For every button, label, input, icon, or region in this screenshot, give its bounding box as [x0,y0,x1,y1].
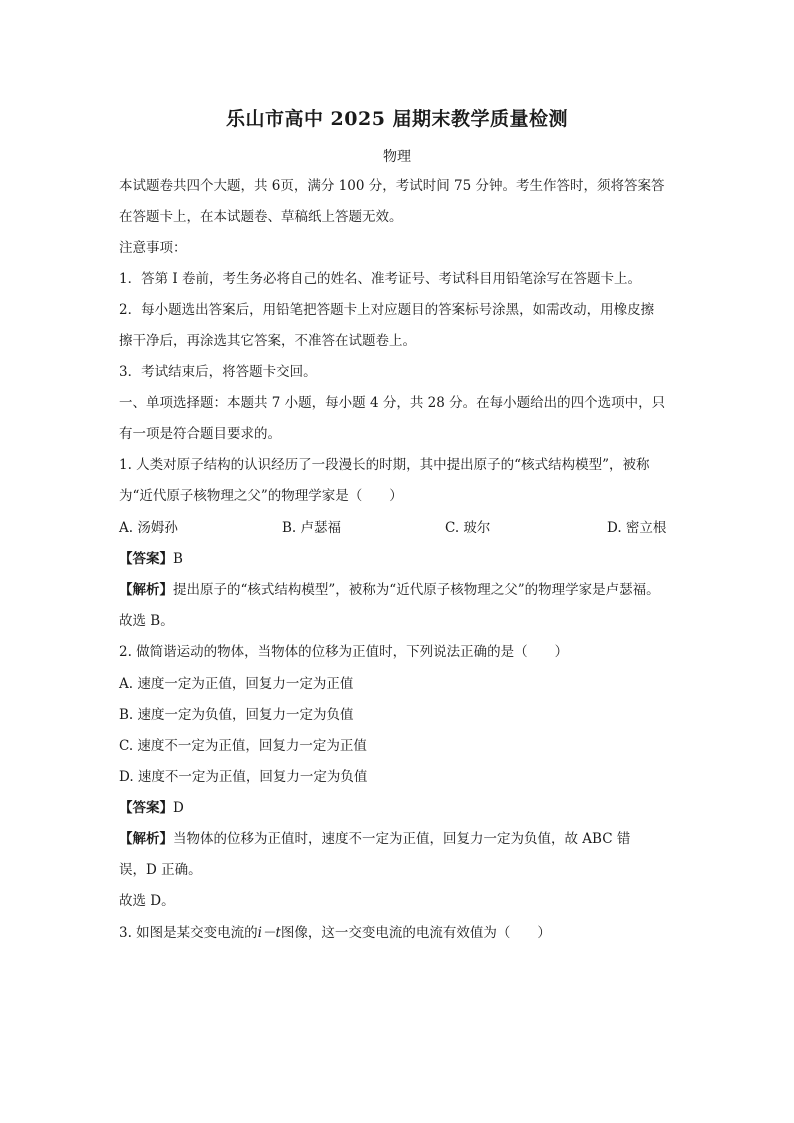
q3-stem-after: 图像，这一交变电流的电流有效值为（ ） [280,925,551,941]
q2-answer-value: D [173,800,184,816]
intro-line-1: 本试题卷共四个大题，共 6页，满分 100 分，考试时间 75 分钟。考生作答时，须将答案答 [119,178,665,194]
note-2-cont: 擦干净后，再涂选其它答案，不准答在试题卷上。 [119,333,416,349]
q1-stem-line-2: 为“近代原子核物理之父”的物理学家是（ ） [119,488,403,504]
q2-analysis-label: 【解析】 [119,831,173,847]
q1-option-c: C. 玻尔 [445,520,491,536]
q1-analysis [119,581,660,599]
q2-answer-label: 【答案】 [119,800,173,816]
q1-stem-line-1: 1. 人类对原子结构的认识经历了一段漫长的时期，其中提出原子的“核式结构模型”，被称 [119,457,650,473]
q2-answer [119,799,184,817]
note-2: 2．每小题选出答案后，用铅笔把答题卡上对应题目的答案标号涂黑，如需改动，用橡皮擦 [119,302,655,318]
q1-option-d: D. 密立根 [607,520,667,536]
q2-option-a: A. 速度一定为正值，回复力一定为正值 [119,676,354,692]
page-title: 乐山市高中 2025 届期末教学质量检测 [225,108,569,130]
q2-analysis-text: 当物体的位移为正值时，速度不一定为正值，回复力一定为负值，故 ABC 错 [173,831,631,847]
section1-heading-cont: 有一项是符合题目要求的。 [119,426,281,442]
note-3: 3．考试结束后，将答题卡交回。 [119,364,317,380]
notes-heading: 注意事项： [119,240,187,256]
q1-answer [119,550,183,568]
q2-option-b: B. 速度一定为负值，回复力一定为负值 [119,707,354,723]
q2-option-d: D. 速度不一定为正值，回复力一定为负值 [119,769,368,785]
q1-answer-value: B [173,551,183,567]
intro-line-2: 在答题卡上，在本试题卷、草稿纸上答题无效。 [119,209,403,225]
q2-option-c: C. 速度不一定为正值，回复力一定为正值 [119,738,367,754]
q2-analysis [119,830,630,848]
q1-analysis-label: 【解析】 [119,582,173,598]
q1-answer-label: 【答案】 [119,551,173,567]
q1-option-b: B. 卢瑟福 [282,520,342,536]
q2-analysis-cont: 误，D 正确。 [119,862,202,878]
q1-conclusion: 故选 B。 [119,613,174,629]
q2-conclusion: 故选 D。 [119,893,175,909]
section1-heading: 一、单项选择题：本题共 7 小题，每小题 4 分，共 28 分。在每小题给出的四个选项中，只 [119,395,666,411]
note-1: 1．答第 I 卷前，考生务必将自己的姓名、准考证号、考试科目用铅笔涂写在答题卡上。 [119,271,642,287]
q3-stem-before: 3. 如图是某交变电流的 [119,925,258,941]
q1-analysis-text: 提出原子的“核式结构模型”，被称为“近代原子核物理之父”的物理学家是卢瑟福。 [173,582,660,598]
q3-stem [119,924,551,942]
subject-title: 物理 [383,149,411,165]
q3-formula: i－t [257,925,281,941]
q2-stem: 2. 做简谐运动的物体，当物体的位移为正值时，下列说法正确的是（ ） [119,644,569,660]
q1-option-a: A. 汤姆孙 [119,520,178,536]
